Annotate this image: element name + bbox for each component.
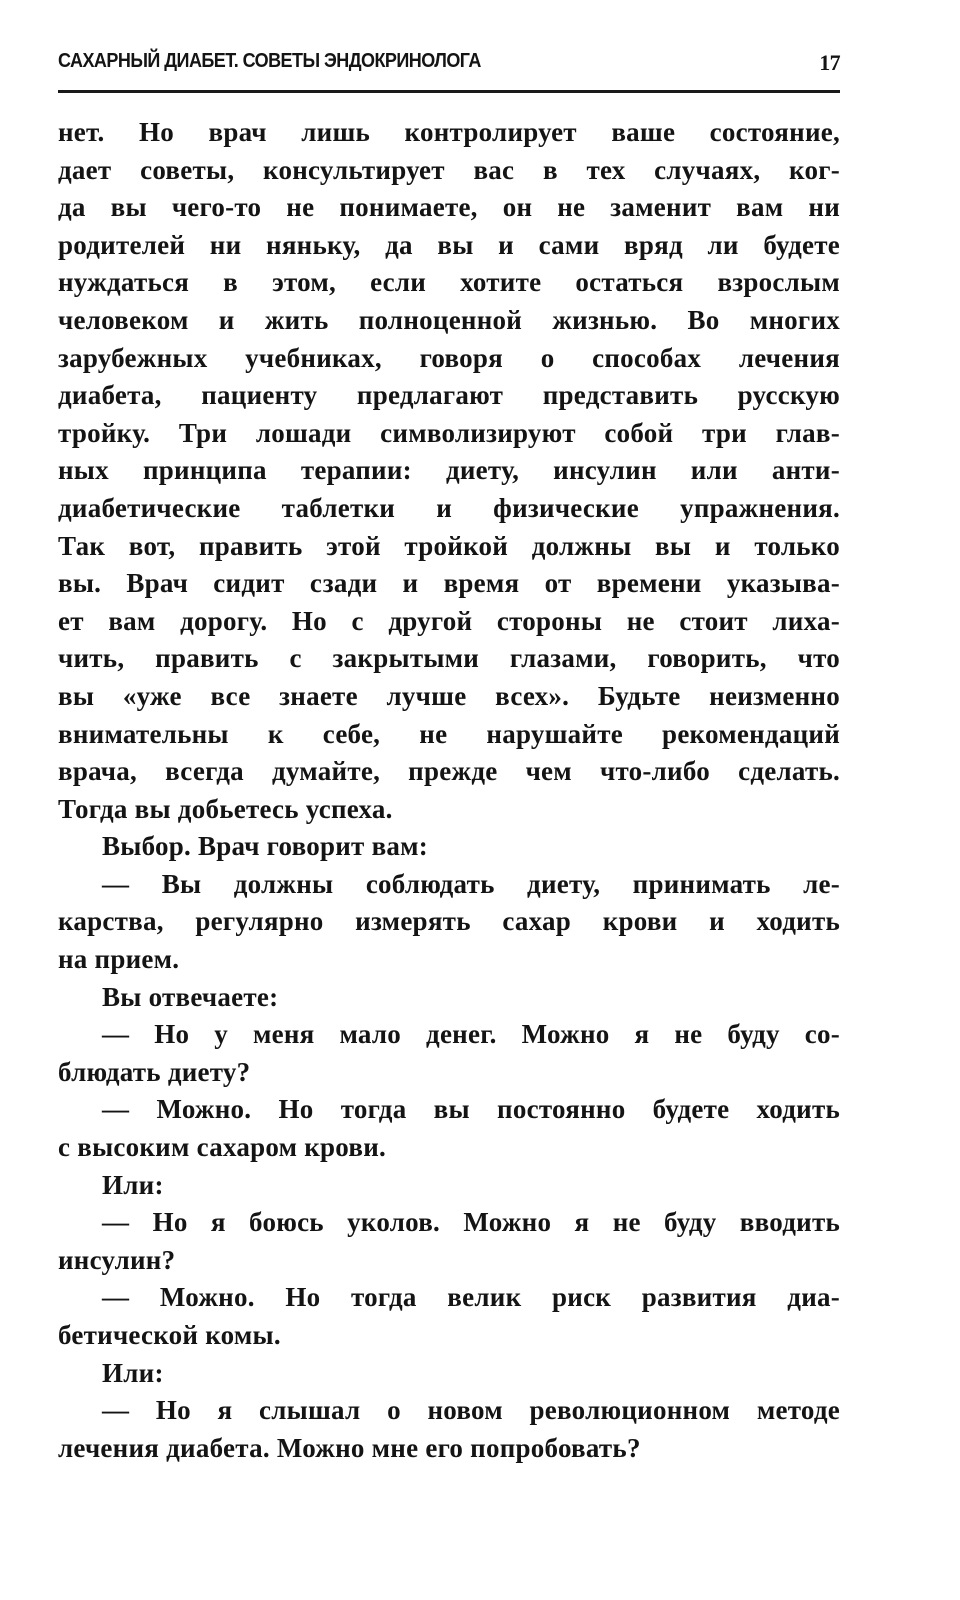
text-line: диабета, пациенту предлагают представить русскую — [58, 380, 840, 411]
text-line: — Но я слышал о новом революционном методе — [102, 1395, 840, 1426]
text-line: — Но у меня мало денег. Можно я не буду со- — [102, 1019, 840, 1050]
text-line: с высоким сахаром крови. — [58, 1132, 387, 1163]
text-line: Вы отвечаете: — [102, 981, 279, 1012]
header-rule — [58, 90, 840, 93]
text-line: Так вот, править этой тройкой должны вы и только — [58, 530, 840, 561]
text-line: ет вам дорогу. Но с другой стороны не стоит лиха- — [58, 605, 840, 636]
text-line: человеком и жить полноценной жизнью. Во многих — [58, 304, 840, 335]
text-line: — Можно. Но тогда вы постоянно будете ходить — [102, 1094, 840, 1125]
text-line: врача, всегда думайте, прежде чем что-либо сделать. — [58, 756, 840, 787]
text-line: — Вы должны соблюдать диету, принимать ле- — [102, 868, 840, 899]
text-line: карства, регулярно измерять сахар крови и ходить — [58, 906, 840, 937]
text-line: ных принципа терапии: диету, инсулин или анти- — [58, 455, 840, 486]
text-line: тройку. Три лошади символизируют собой три глав- — [58, 417, 840, 448]
text-line: да вы чего-то не понимаете, он не заменит вам ни — [58, 192, 840, 223]
text-line: вы. Врач сидит сзади и время от времени указыва- — [58, 568, 840, 599]
text-line: Выбор. Врач говорит вам: — [102, 831, 429, 862]
text-line: зарубежных учебниках, говоря о способах лечения — [58, 342, 840, 373]
text-line: нет. Но врач лишь контролирует ваше состояние, — [58, 117, 840, 147]
text-line: Или: — [102, 1357, 164, 1388]
text-line: Тогда вы добьетесь успеха. — [58, 793, 393, 824]
text-line: лечения диабета. Можно мне его попробовать? — [58, 1432, 641, 1463]
text-line: инсулин? — [58, 1244, 176, 1275]
text-line: блюдать диету? — [58, 1056, 251, 1087]
text-line: дает советы, консультирует вас в тех случаях, ког- — [58, 154, 840, 185]
running-header-title: САХАРНЫЙ ДИАБЕТ. СОВЕТЫ ЭНДОКРИНОЛОГА — [58, 50, 481, 72]
text-line: вы «уже все знаете лучше всех». Будьте неизменно — [58, 680, 840, 711]
text-line: на прием. — [58, 944, 180, 975]
text-line: родителей ни няньку, да вы и сами вряд ли будете — [58, 229, 840, 260]
text-line: нуждаться в этом, если хотите остаться взрослым — [58, 267, 840, 298]
running-header — [58, 44, 840, 78]
text-line: диабетические таблетки и физические упражнения. — [58, 492, 840, 523]
text-line: — Но я боюсь уколов. Можно я не буду вводить — [102, 1207, 840, 1238]
text-line: Или: — [102, 1169, 164, 1200]
text-line: — Можно. Но тогда велик риск развития диа- — [102, 1282, 840, 1313]
body-text — [58, 114, 840, 1467]
text-line: чить, править с закрытыми глазами, говорить, что — [58, 643, 840, 674]
text-line: внимательны к себе, не нарушайте рекомендаций — [58, 718, 840, 749]
text-line: бетической комы. — [58, 1320, 281, 1350]
page-number: 17 — [819, 50, 840, 75]
